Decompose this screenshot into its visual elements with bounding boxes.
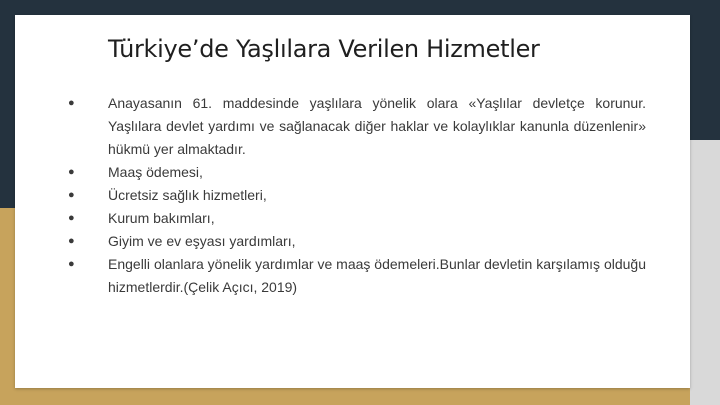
bullet-list [68,92,646,299]
bullet-item-constitution: ● Anayasanın 61. maddesinde yaşlılara yönelik olara «Yaşlılar devletçe korunur. Yaşlılara devlet yardımı ve sağlanacak diğer haklar ve kolaylıklar kanunla düzenlenir» hükmü yer almaktadır. [68,92,646,161]
slide-title: Türkiye’de Yaşlılara Verilen Hizmetler [108,35,540,63]
bullet-item-salary: ● Maaş ödemesi, [68,161,646,184]
slide-card [15,15,690,388]
bullet-item-health: ● Ücretsiz sağlık hizmetleri, [68,184,646,207]
bullet-item-institutional-care: ● Kurum bakımları, [68,207,646,230]
bullet-item-clothing-aid: ● Giyim ve ev eşyası yardımları, [68,230,646,253]
bullet-item-disability-aid: ● Engelli olanlara yönelik yardımlar ve maaş ödemeleri.Bunlar devletin karşılamış olduğu hizmetlerdir.(Çelik Açıcı, 2019) [68,253,646,299]
background-band-gray [690,140,720,405]
